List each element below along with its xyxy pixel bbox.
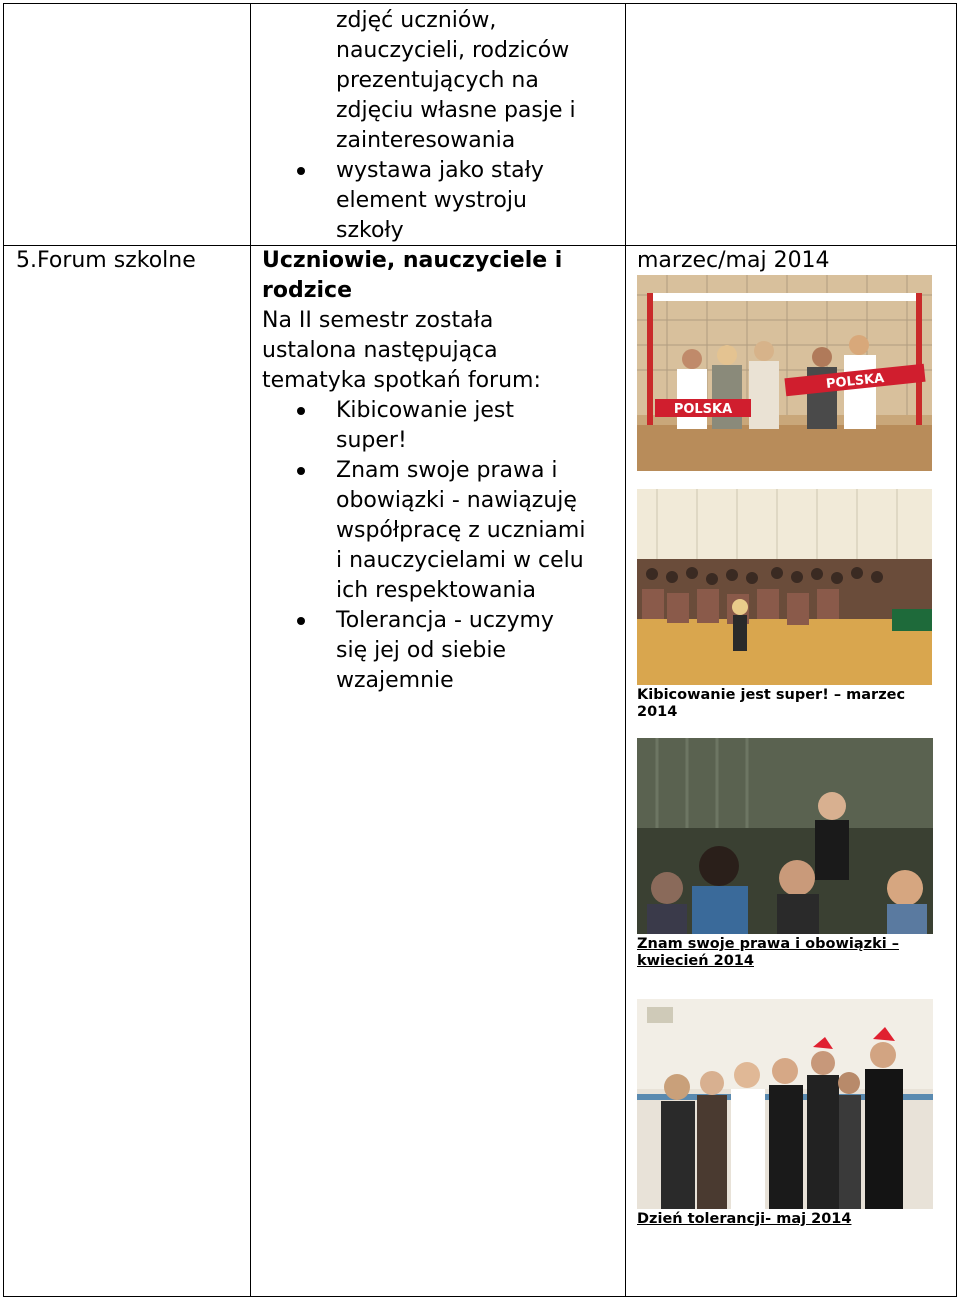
topic-line: Tolerancja - uczymy	[336, 608, 554, 633]
participants-heading: Uczniowie, nauczyciele i	[262, 248, 563, 273]
scarf-text: POLSKA	[825, 370, 885, 393]
text-line: nauczycieli, rodziców	[336, 38, 570, 63]
bullet-text-line: wystawa jako stały	[336, 158, 544, 183]
topic-line: wzajemnie	[336, 668, 454, 693]
bullet-text-line: element wystroju	[336, 188, 527, 213]
photo-gym-audience	[637, 489, 932, 685]
photo-caption: Dzień tolerancji- maj 2014	[637, 1211, 852, 1227]
table-border-left	[3, 3, 4, 1297]
topic-line: Kibicowanie jest	[336, 398, 514, 423]
intro-line: ustalona następująca	[262, 338, 498, 363]
photo-caption: Kibicowanie jest super! – marzec	[637, 687, 906, 703]
column-divider-2	[625, 3, 626, 1297]
bullet-dot	[297, 617, 305, 625]
row-title: 5.Forum szkolne	[16, 248, 196, 273]
text-line: prezentujących na	[336, 68, 539, 93]
bullet-dot	[297, 167, 305, 175]
bullet-dot	[297, 407, 305, 415]
table-border-bottom	[3, 1296, 957, 1297]
topic-line: Znam swoje prawa i	[336, 458, 558, 483]
event-date: marzec/maj 2014	[637, 248, 830, 273]
photo-caption: 2014	[637, 704, 678, 720]
topic-line: obowiązki - nawiązuję	[336, 488, 577, 513]
photo-students-microphone	[637, 738, 933, 934]
photo-tolerance-group	[637, 999, 933, 1209]
topic-line: współpracę z uczniami	[336, 518, 586, 543]
bullet-dot	[297, 467, 305, 475]
photo-caption: Znam swoje prawa i obowiązki –	[637, 936, 899, 952]
participants-heading: rodzice	[262, 278, 353, 303]
topic-line: się jej od siebie	[336, 638, 506, 663]
text-line: zdjęciu własne pasje i	[336, 98, 576, 123]
table-border-top	[3, 3, 957, 4]
scarf-text: POLSKA	[673, 402, 733, 417]
topic-line: ich respektowania	[336, 578, 537, 603]
intro-line: tematyka spotkań forum:	[262, 368, 541, 393]
text-line: zdjęć uczniów,	[336, 8, 497, 33]
bullet-text-line: szkoły	[336, 218, 404, 243]
topic-line: super!	[336, 428, 407, 453]
photo-cheering	[637, 275, 932, 471]
photo-caption: kwiecień 2014	[637, 953, 754, 969]
column-divider-1	[250, 3, 251, 1297]
intro-line: Na II semestr została	[262, 308, 494, 333]
topic-line: i nauczycielami w celu	[336, 548, 584, 573]
text-line: zainteresowania	[336, 128, 516, 153]
table-border-right	[956, 3, 957, 1297]
